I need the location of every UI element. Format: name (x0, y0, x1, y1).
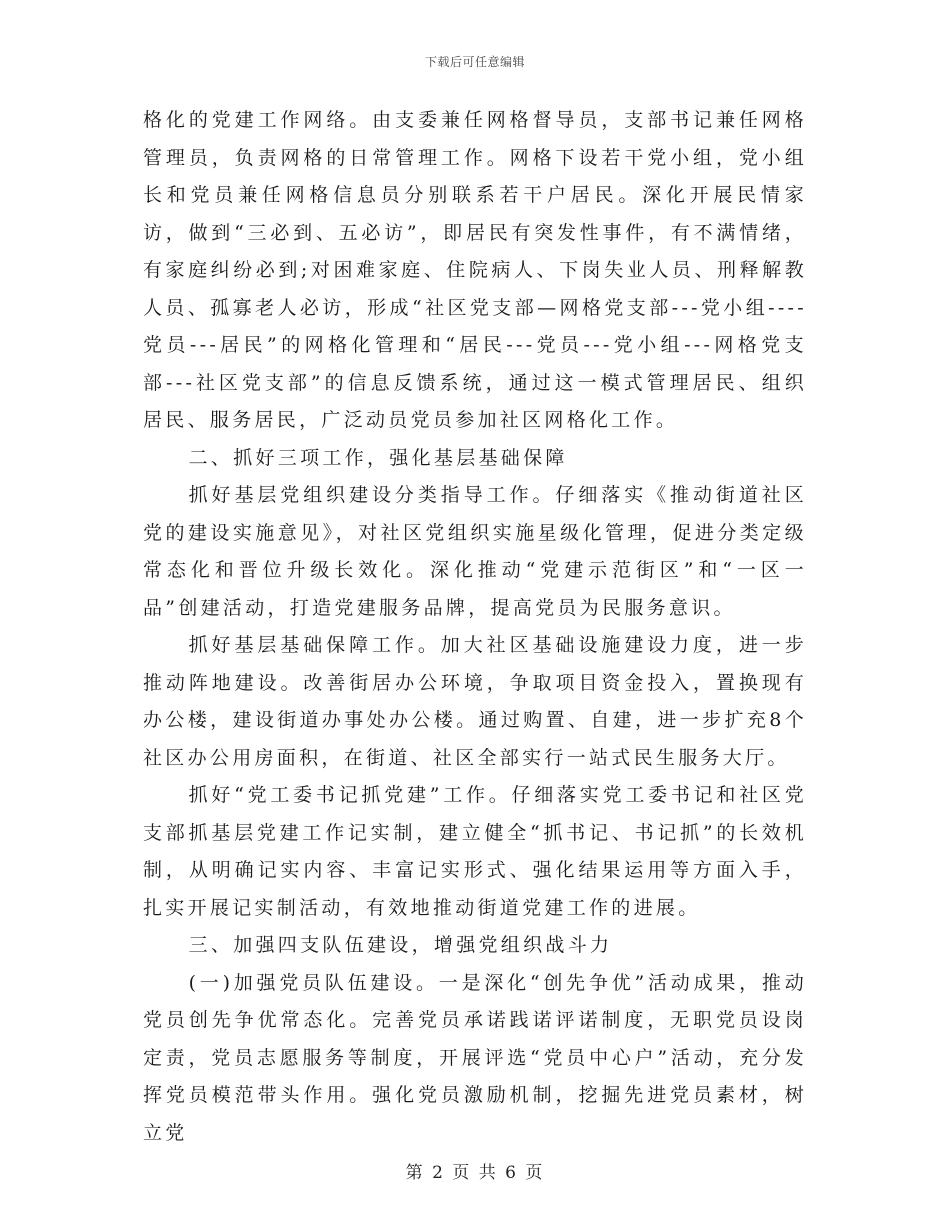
paragraph-5: 抓好“党工委书记抓党建”工作。仔细落实党工委书记和社区党支部抓基层党建工作记实制，建立健全“抓书记、书记抓”的长效机制，从明确记实内容、丰富记实形式、强化结果运用等方面入手，扎实开展记实制活动，有效地推动街道党建工作的进展。 (143, 784, 807, 919)
section-heading-2: 二、抓好三项工作，强化基层基础保障 (188, 446, 568, 469)
paragraph-3: 抓好基层党组织建设分类指导工作。仔细落实《推动街道社区党的建设实施意见》，对社区党组织实施星级化管理，促进分类定级常态化和晋位升级长效化。深化推动“党建示范街区”和“一区一品”创建活动，打造党建服务品牌，提高党员为民服务意识。 (143, 484, 807, 619)
document-body (143, 102, 807, 1152)
page-header-note: 下载后可任意编辑 (424, 55, 525, 69)
paragraph-7: (一)加强党员队伍建设。一是深化“创先争优”活动成果，推动党员创先争优常态化。完善党员承诺践诺评诺制度，无职党员设岗定责，党员志愿服务等制度，开展评选“党员中心户”活动，充分发挥党员模范带头作用。强化党员激励机制，挖掘先进党员素材，树立党 (143, 971, 807, 1144)
paragraph-4: 抓好基层基础保障工作。加大社区基础设施建设力度，进一步推动阵地建设。改善街居办公环境，争取项目资金投入，置换现有办公楼，建设街道办事处办公楼。通过购置、自建，进一步扩充8个社区办公用房面积，在街道、社区全部实行一站式民生服务大厅。 (143, 634, 807, 769)
paragraph-1: 格化的党建工作网络。由支委兼任网格督导员，支部书记兼任网格管理员，负责网格的日常管理工作。网格下设若干党小组，党小组长和党员兼任网格信息员分别联系若干户居民。深化开展民情家访，做到“三必到、五必访”，即居民有突发性事件，有不满情绪，有家庭纠纷必到;对困难家庭、住院病人、下岗失业人员、刑释解教人员、孤寡老人必访，形成“社区党支部—网格党支部---党小组----党员---居民”的网格化管理和“居民---党员---党小组---网格党支部---社区党支部”的信息反馈系统，通过这一模式管理居民、组织居民、服务居民，广泛动员党员参加社区网格化工作。 (143, 109, 807, 431)
page-number: 第 2 页 共 6 页 (405, 1163, 545, 1183)
section-heading-3: 三、加强四支队伍建设，增强党组织战斗力 (188, 934, 613, 956)
